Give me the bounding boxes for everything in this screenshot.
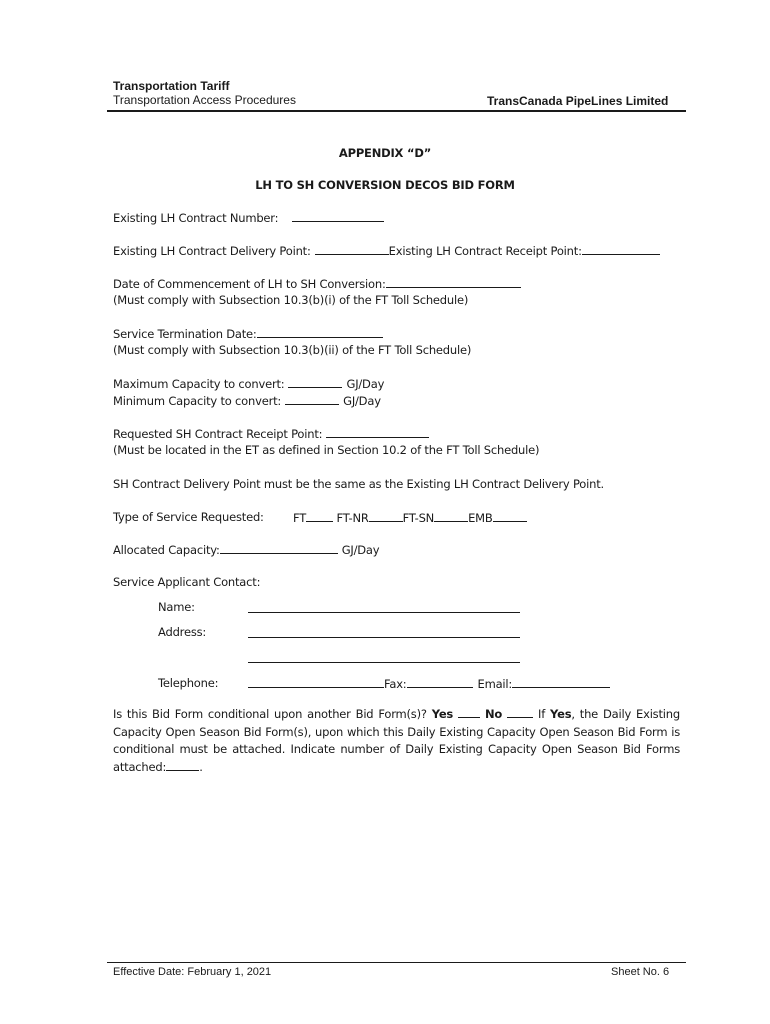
delivery-point-label: Existing LH Contract Delivery Point: bbox=[113, 244, 311, 258]
contact-heading: Service Applicant Contact: bbox=[113, 575, 261, 589]
commencement-blank[interactable] bbox=[386, 276, 521, 288]
termination-blank[interactable] bbox=[257, 326, 383, 338]
footer-rule bbox=[107, 962, 686, 963]
commencement-label: Date of Commencement of LH to SH Conversion: bbox=[113, 277, 386, 291]
service-option-ft-sn: FT-SN bbox=[402, 511, 435, 525]
no-label: No bbox=[484, 707, 503, 721]
contract-number-row bbox=[113, 210, 384, 225]
max-capacity-blank[interactable] bbox=[288, 376, 342, 388]
no-blank[interactable] bbox=[507, 706, 533, 718]
header-rule bbox=[107, 110, 686, 112]
if-label: If bbox=[538, 707, 546, 721]
sheet-number: Sheet No. 6 bbox=[611, 966, 670, 978]
yes-blank[interactable] bbox=[458, 706, 480, 718]
sh-delivery-statement: SH Contract Delivery Point must be the same as the Existing LH Contract Delivery Point. bbox=[113, 477, 604, 491]
service-option-emb: EMB bbox=[468, 511, 493, 525]
email-blank[interactable] bbox=[512, 676, 610, 688]
termination-label: Service Termination Date: bbox=[113, 327, 257, 341]
delivery-point-blank[interactable] bbox=[315, 243, 389, 255]
max-capacity-label: Maximum Capacity to convert: bbox=[113, 377, 285, 391]
contract-number-label: Existing LH Contract Number: bbox=[113, 211, 279, 225]
min-capacity-unit: GJ/Day bbox=[343, 394, 381, 408]
contract-number-blank[interactable] bbox=[292, 210, 384, 222]
allocated-capacity-row bbox=[113, 542, 379, 557]
tariff-title: Transportation Tariff bbox=[113, 79, 230, 93]
conditional-end: . bbox=[199, 759, 203, 774]
service-option-ft: FT bbox=[293, 511, 307, 525]
max-capacity-unit: GJ/Day bbox=[346, 377, 385, 391]
appendix-heading: APPENDIX “D” bbox=[338, 146, 432, 160]
conditional-paragraph bbox=[113, 706, 680, 776]
sh-receipt-label: Requested SH Contract Receipt Point: bbox=[113, 427, 323, 441]
commencement-row bbox=[113, 276, 521, 291]
service-ft-nr-blank[interactable] bbox=[369, 510, 403, 522]
service-type-label: Type of Service Requested: bbox=[113, 510, 264, 524]
min-capacity-label: Minimum Capacity to convert: bbox=[113, 394, 282, 408]
service-ft-blank[interactable] bbox=[306, 510, 333, 522]
yes-label: Yes bbox=[431, 707, 454, 721]
company-name: TransCanada PipeLines Limited bbox=[487, 94, 669, 108]
form-title: LH TO SH CONVERSION DECOS BID FORM bbox=[255, 178, 515, 192]
address-blank-2[interactable] bbox=[248, 662, 520, 663]
address-blank-1[interactable] bbox=[248, 637, 520, 638]
conditional-rest: , the Daily Existing Capacity Open Season Bid Form(s), upon which this Daily Existing Capacity Open Season Bid Form is conditional must be attached. Indicate number of Daily Existing Capacity Open Season Bid Forms attached: bbox=[113, 707, 680, 774]
service-option-ft-nr: FT-NR bbox=[336, 511, 369, 525]
phone-fax-email-row bbox=[248, 676, 610, 691]
allocated-capacity-unit: GJ/Day bbox=[341, 543, 380, 557]
points-row bbox=[113, 243, 660, 258]
name-blank[interactable] bbox=[248, 612, 520, 613]
telephone-label: Telephone: bbox=[158, 676, 219, 690]
min-capacity-blank[interactable] bbox=[285, 393, 339, 405]
effective-date: Effective Date: February 1, 2021 bbox=[113, 966, 272, 978]
sh-receipt-blank[interactable] bbox=[326, 426, 429, 438]
allocated-capacity-blank[interactable] bbox=[220, 542, 338, 554]
receipt-point-label: Existing LH Contract Receipt Point: bbox=[388, 244, 582, 258]
service-ft-sn-blank[interactable] bbox=[434, 510, 468, 522]
max-capacity-row bbox=[113, 376, 384, 391]
email-label: Email: bbox=[477, 677, 513, 691]
sh-receipt-row bbox=[113, 426, 429, 441]
service-options bbox=[293, 510, 527, 525]
allocated-capacity-label: Allocated Capacity: bbox=[113, 543, 220, 557]
sh-receipt-note: (Must be located in the ET as defined in Section 10.2 of the FT Toll Schedule) bbox=[113, 443, 540, 457]
attached-count-blank[interactable] bbox=[166, 759, 199, 771]
termination-note: (Must comply with Subsection 10.3(b)(ii) of the FT Toll Schedule) bbox=[113, 343, 472, 357]
if-yes-label: Yes bbox=[550, 707, 572, 721]
tariff-subtitle: Transportation Access Procedures bbox=[113, 93, 296, 107]
address-label: Address: bbox=[158, 625, 207, 639]
service-emb-blank[interactable] bbox=[493, 510, 527, 522]
termination-row bbox=[113, 326, 383, 341]
receipt-point-blank[interactable] bbox=[582, 243, 660, 255]
fax-label: Fax: bbox=[384, 677, 407, 691]
fax-blank[interactable] bbox=[407, 676, 473, 688]
name-label: Name: bbox=[158, 600, 195, 614]
conditional-question: Is this Bid Form conditional upon another Bid Form(s)? bbox=[113, 707, 427, 721]
min-capacity-row bbox=[113, 393, 381, 408]
commencement-note: (Must comply with Subsection 10.3(b)(i) of the FT Toll Schedule) bbox=[113, 293, 469, 307]
telephone-blank[interactable] bbox=[248, 676, 384, 688]
